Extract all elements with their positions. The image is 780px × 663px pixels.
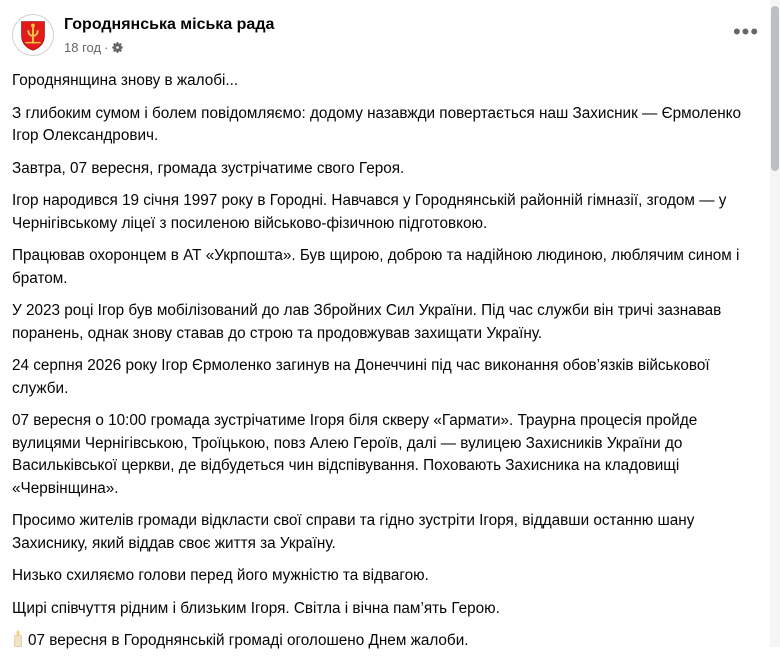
- meta-separator: ·: [104, 40, 109, 55]
- more-options-button[interactable]: [728, 18, 764, 54]
- paragraph: Низько схиляємо голови перед його мужністю та відвагою.: [12, 567, 429, 584]
- paragraph: З глибоким сумом і болем повідомляємо: додому назавжди повертається наш Захисник — Єрмоленко Ігор Олександрович.: [12, 104, 742, 144]
- paragraph: У 2023 році Ігор був мобілізований до лав Збройних Сил України. Під час служби він тричі зазнавав поранень, однак знову ставав до строю та продовжував захищати Україну.: [12, 302, 722, 342]
- coat-of-arms-icon: [13, 15, 53, 55]
- candle-icon: [12, 630, 24, 647]
- gear-icon[interactable]: [111, 41, 124, 54]
- paragraph: 24 серпня 2026 року Ігор Єрмоленко загинув на Донеччині під час виконання обов’язків військової служби.: [12, 357, 710, 397]
- post-header: [12, 14, 762, 60]
- paragraph: Завтра, 07 вересня, громада зустрічатиме свого Героя.: [12, 159, 405, 177]
- paragraph: Ігор народився 19 січня 1997 року в Городні. Навчався у Городнянській районній гімназії, згодом — у Чернігівському ліцеї з посиленою військово-фізичною підготовкою.: [12, 192, 727, 232]
- paragraph: Городнянщина знову в жалобі...: [12, 72, 239, 89]
- post-meta: [64, 40, 124, 55]
- ellipsis-icon: •••: [732, 19, 760, 44]
- paragraph-mourning: [12, 630, 764, 653]
- page-avatar[interactable]: [12, 14, 54, 56]
- post-time-link[interactable]: 18 год: [64, 40, 102, 55]
- paragraph: Просимо жителів громади відкласти свої справи та гідно зустріти Ігоря, віддавши останню шану Захиснику, який віддав своє життя за Україну.: [12, 512, 695, 552]
- post-body: [12, 70, 764, 663]
- mourning-text: 07 вересня в Городнянській громаді оголошено Днем жалоби.: [28, 632, 469, 649]
- paragraph: Працював охоронцем в АТ «Укрпошта». Був щирою, доброю та надійною людиною, люблячим сином і братом.: [12, 247, 740, 287]
- paragraph: Щирі співчуття рідним і близьким Ігоря. Світла і вічна пам’ять Герою.: [12, 599, 500, 617]
- paragraph: 07 вересня о 10:00 громада зустрічатиме Ігоря біля скверу «Гармати». Траурна процесія пройде вулицями Чернігівською, Троїцькою, повз Алею Героїв, далі — вулицею Захисників України до Васильківської церкви, де відбудеться чин відспівування. Поховають Захисника на кладовищі «Червінщина».: [12, 412, 698, 497]
- page-name-link[interactable]: Городнянська міська рада: [64, 16, 275, 33]
- scrollbar-track[interactable]: [770, 0, 780, 647]
- scrollbar-thumb[interactable]: [771, 6, 779, 171]
